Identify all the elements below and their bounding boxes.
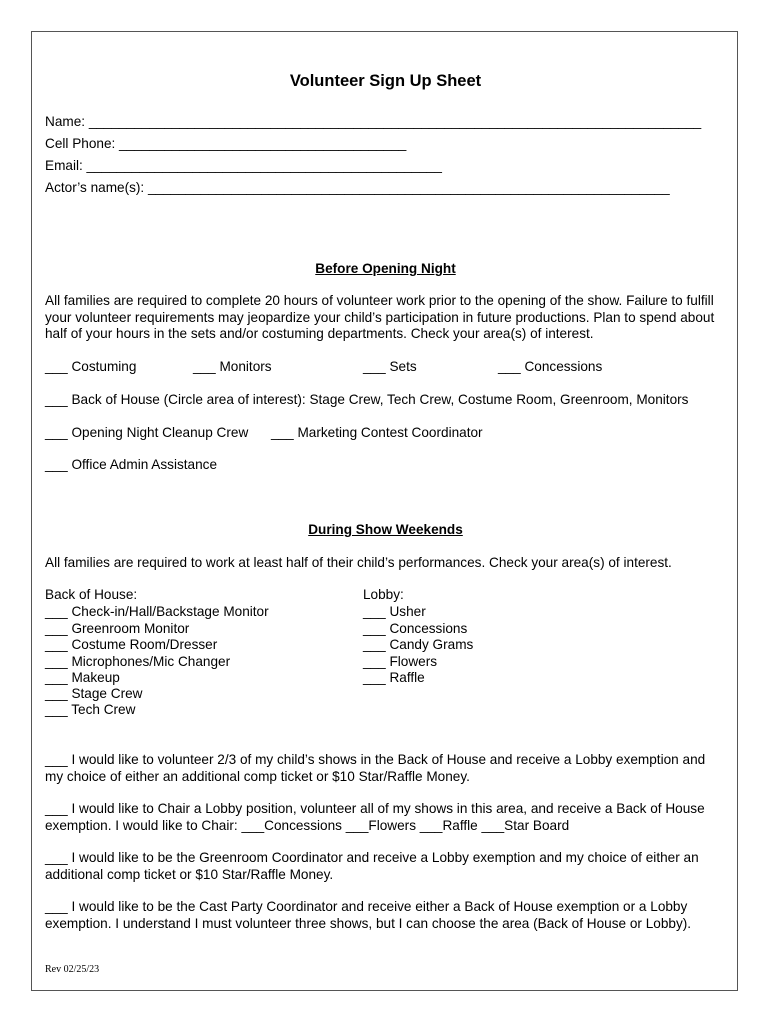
list-item[interactable]: ___ Check-in/Hall/Backstage Monitor bbox=[45, 604, 269, 619]
monitors-option[interactable]: ___ Monitors bbox=[193, 359, 272, 374]
costuming-option[interactable]: ___ Costuming bbox=[45, 359, 137, 374]
list-item[interactable]: ___ Makeup bbox=[45, 670, 120, 685]
before-opening-heading: Before Opening Night bbox=[315, 261, 456, 276]
list-item[interactable]: ___ Raffle bbox=[363, 670, 425, 685]
lobby-label: Lobby: bbox=[363, 587, 404, 602]
marketing-coordinator-option[interactable]: ___ Marketing Contest Coordinator bbox=[271, 425, 483, 440]
list-item[interactable]: ___ Stage Crew bbox=[45, 686, 143, 701]
cell-phone-field[interactable]: Cell Phone: ______________________________________ bbox=[45, 136, 407, 151]
list-item[interactable]: ___ Concessions bbox=[363, 621, 468, 636]
back-of-house-label: Back of House: bbox=[45, 587, 138, 602]
email-field[interactable]: Email: _______________________________________________ bbox=[45, 158, 442, 173]
revision-date: Rev 02/25/23 bbox=[45, 964, 100, 975]
option-greenroom-coordinator[interactable]: ___ I would like to be the Greenroom Coordinator and receive a Lobby exemption and my choice of either an additional comp ticket or $10 Star/Raffle Money. bbox=[45, 850, 699, 882]
sets-option[interactable]: ___ Sets bbox=[363, 359, 417, 374]
back-of-house-option[interactable]: ___ Back of House (Circle area of interest): Stage Crew, Tech Crew, Costume Room, Greenroom, Monitors bbox=[45, 392, 689, 407]
list-item[interactable]: ___ Flowers bbox=[363, 654, 438, 669]
cleanup-crew-option[interactable]: ___ Opening Night Cleanup Crew bbox=[45, 425, 249, 440]
concessions-option[interactable]: ___ Concessions bbox=[498, 359, 603, 374]
option-cast-party-coordinator[interactable]: ___ I would like to be the Cast Party Coordinator and receive either a Back of House exemption or a Lobby exemption. I understand I must volunteer three shows, but I can choose the area (Back of House or Lobby). bbox=[45, 899, 692, 931]
office-admin-option[interactable]: ___ Office Admin Assistance bbox=[45, 457, 218, 472]
option-chair-lobby[interactable]: ___ I would like to Chair a Lobby position, volunteer all of my shows in this area, and receive a Back of House exemption. I would like to Chair: ___Concessions ___Flowers ___Raffle ___Star Board bbox=[45, 801, 705, 833]
list-item[interactable]: ___ Greenroom Monitor bbox=[45, 621, 190, 636]
during-show-intro: All families are required to work at least half of their child’s performances. Check your area(s) of interest. bbox=[45, 555, 672, 570]
list-item[interactable]: ___ Costume Room/Dresser bbox=[45, 637, 218, 652]
list-item[interactable]: ___ Candy Grams bbox=[363, 637, 474, 652]
page-title: Volunteer Sign Up Sheet bbox=[289, 72, 482, 90]
during-show-heading: During Show Weekends bbox=[308, 522, 463, 537]
option-back-of-house-two-thirds[interactable]: ___ I would like to volunteer 2/3 of my child’s shows in the Back of House and receive a Lobby exemption and my choice of either an additional comp ticket or $10 Star/Raffle Money. bbox=[45, 752, 706, 784]
before-opening-intro: All families are required to complete 20 hours of volunteer work prior to the opening of the show. Failure to fulfill your volunteer requirements may jeopardize your child’s participation in future productions. Plan to spend about half of your hours in the sets and/or costuming departments. Check your area(s) of interest. bbox=[45, 293, 715, 341]
name-field[interactable]: Name: _________________________________________________________________________________ bbox=[45, 114, 702, 129]
list-item[interactable]: ___ Tech Crew bbox=[45, 702, 136, 717]
volunteer-form-page bbox=[31, 31, 738, 991]
list-item[interactable]: ___ Microphones/Mic Changer bbox=[45, 654, 231, 669]
list-item[interactable]: ___ Usher bbox=[363, 604, 426, 619]
actors-names-field[interactable]: Actor’s name(s): _____________________________________________________________________ bbox=[45, 180, 670, 195]
